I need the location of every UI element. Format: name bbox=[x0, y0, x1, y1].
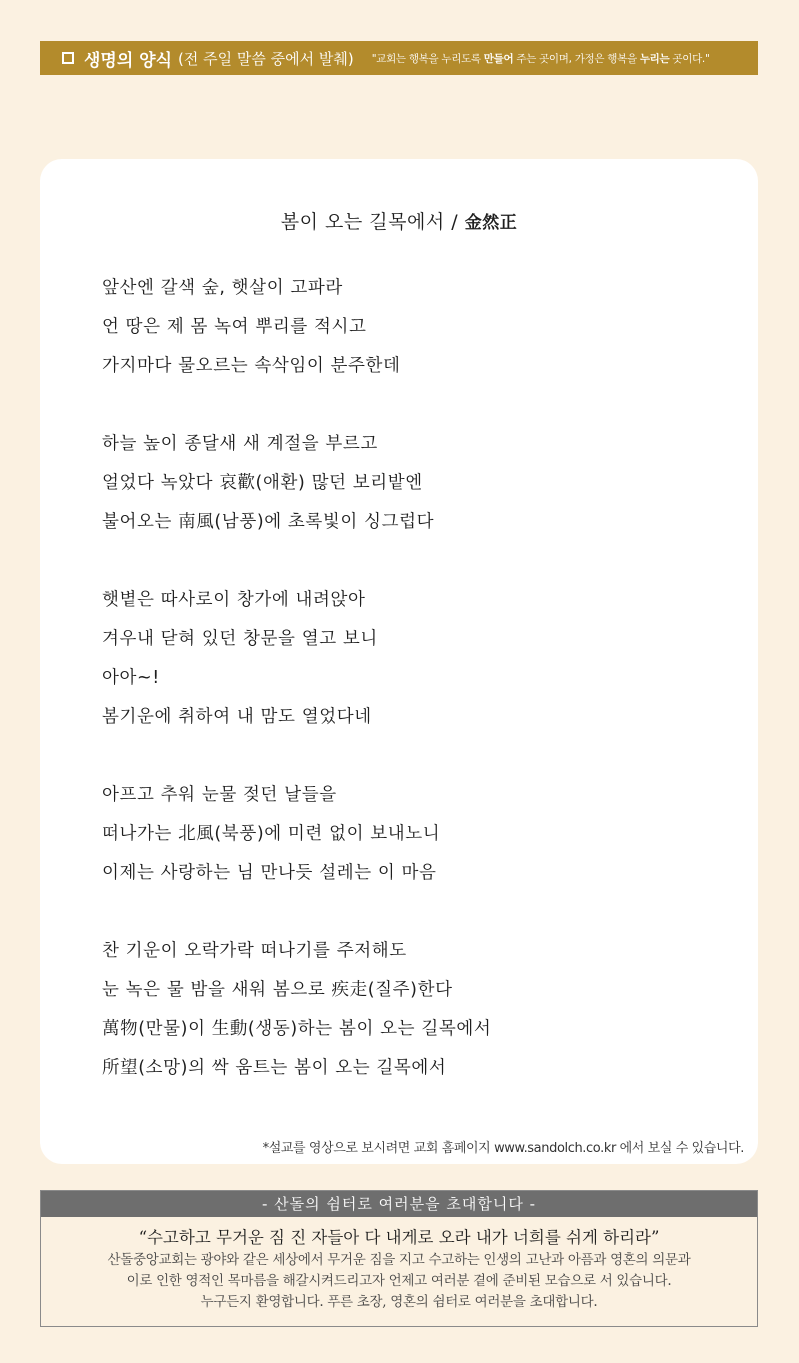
invitation-line: 이로 인한 영적인 목마름을 해갈시켜드리고자 언제고 여러분 곁에 준비된 모습으로 서 있습니다. bbox=[126, 1273, 672, 1289]
poem-line: 얼었다 녹았다 哀歡(애환) 많던 보리밭엔 bbox=[102, 473, 423, 493]
stanza bbox=[102, 932, 738, 1088]
poem-line: 이제는 사랑하는 님 만나듯 설레는 이 마음 bbox=[102, 863, 437, 883]
poem-line: 앞산엔 갈색 숲, 햇살이 고파라 bbox=[102, 278, 343, 298]
section-title: 생명의 양식 bbox=[84, 50, 173, 71]
poem-title: 봄이 오는 길목에서 / 金然正 bbox=[280, 211, 518, 233]
poem-line: 하늘 높이 종달새 새 계절을 부르고 bbox=[102, 434, 378, 454]
invitation-line: 누구든지 환영합니다. 푸른 초장, 영혼의 쉼터로 여러분을 초대합니다. bbox=[200, 1294, 598, 1310]
stanza bbox=[102, 269, 738, 386]
sermon-video-note: *설교를 영상으로 보시려면 교회 홈페이지 www.sandolch.co.kr 에서 보실 수 있습니다. bbox=[262, 1141, 744, 1156]
poem-line: 가지마다 물오르는 속삭임이 분주한데 bbox=[102, 356, 401, 376]
poem-line: 겨우내 닫혀 있던 창문을 열고 보니 bbox=[102, 629, 378, 649]
section-subtitle: (전 주일 말씀 중에서 발췌) bbox=[178, 49, 354, 68]
poem-line: 아아~! bbox=[102, 668, 160, 688]
poem-line: 불어오는 南風(남풍)에 초록빛이 싱그럽다 bbox=[102, 512, 435, 532]
poem-line: 떠나가는 北風(북풍)에 미련 없이 보내노니 bbox=[102, 824, 441, 844]
bible-quote: “수고하고 무거운 짐 진 자들아 다 내게로 오라 내가 너희를 쉬게 하리라” bbox=[138, 1228, 660, 1247]
poem-body bbox=[102, 269, 738, 1127]
invitation-box bbox=[40, 1190, 758, 1327]
poem-line: 萬物(만물)이 生動(생동)하는 봄이 오는 길목에서 bbox=[102, 1019, 492, 1039]
header-bar bbox=[40, 41, 758, 75]
poem-line: 언 땅은 제 몸 녹여 뿌리를 적시고 bbox=[102, 317, 367, 337]
poem-line: 눈 녹은 물 밤을 새워 봄으로 疾走(질주)한다 bbox=[102, 980, 453, 1000]
square-icon bbox=[62, 52, 74, 64]
invitation-line: 산돌중앙교회는 광야와 같은 세상에서 무거운 짐을 지고 수고하는 인생의 고난과 아픔과 영혼의 의문과 bbox=[107, 1252, 691, 1268]
poem-line: 所望(소망)의 싹 움트는 봄이 오는 길목에서 bbox=[102, 1058, 447, 1078]
stanza bbox=[102, 776, 738, 893]
stanza bbox=[102, 581, 738, 737]
stanza bbox=[102, 425, 738, 542]
poem-author: 金然正 bbox=[464, 213, 518, 233]
poem-line: 햇볕은 따사로이 창가에 내려앉아 bbox=[102, 590, 366, 610]
invitation-body bbox=[41, 1250, 757, 1313]
poem-card bbox=[40, 159, 758, 1164]
poem-line: 봄기운에 취하여 내 맘도 열었다네 bbox=[102, 707, 372, 727]
poem-line: 아프고 추워 눈물 젖던 날들을 bbox=[102, 785, 337, 805]
invitation-heading: - 산돌의 쉼터로 여러분을 초대합니다 - bbox=[41, 1191, 757, 1217]
poem-line: 찬 기운이 오락가락 떠나기를 주저해도 bbox=[102, 941, 407, 961]
church-motto: "교회는 행복을 누리도록 만들어 주는 곳이며, 가정은 행복을 누리는 곳이다." bbox=[371, 52, 710, 65]
